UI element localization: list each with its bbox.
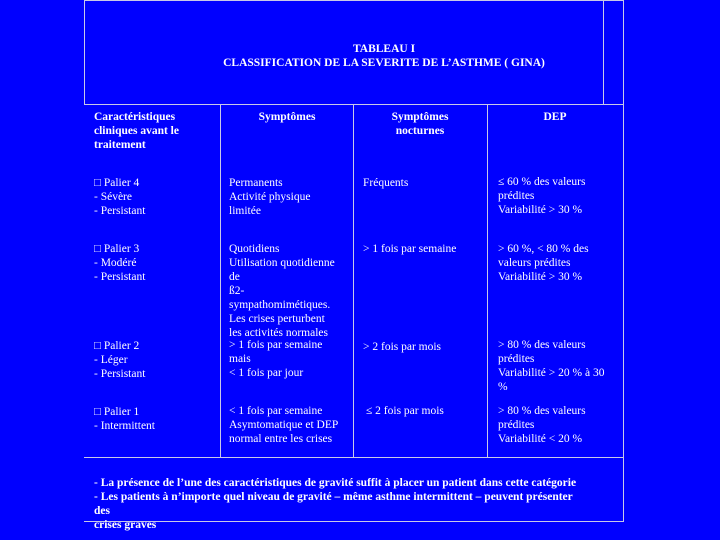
header-night-symptoms: Symptômes nocturnes xyxy=(391,111,449,137)
row-palier4-night: Fréquents xyxy=(363,177,409,189)
row-palier2-level: □ Palier 2 - Léger - Persistant xyxy=(94,340,146,380)
footnote: - La présence de l’une des caractéristiques de gravité suffit à placer un patient dans cette catégorie - Les patients à n’importe quel niveau de gravité – même asthme intermittent – peuvent présenter des crises graves xyxy=(94,477,577,531)
row-palier2-dep: > 80 % des valeurs prédites Variabilité > 20 % à 30 % xyxy=(498,339,605,393)
row-palier1-dep: > 80 % des valeurs prédites Variabilité < 20 % xyxy=(498,405,586,445)
column-divider-2 xyxy=(353,104,354,457)
column-divider-1 xyxy=(220,104,221,457)
header-characteristics: Caractéristiques cliniques avant le traitement xyxy=(94,111,179,151)
row-palier4-level: □ Palier 4 - Sévère - Persistant xyxy=(94,177,146,217)
row-palier1-symptoms: < 1 fois par semaine Asymtomatique et DEP normal entre les crises xyxy=(229,405,339,445)
frame-right-line xyxy=(623,0,624,522)
row-palier2-night: > 2 fois par mois xyxy=(363,341,442,353)
table-title-line1: TABLEAU I xyxy=(352,43,416,55)
row-palier1-night: ≤ 2 fois par mois xyxy=(366,405,444,417)
row-palier4-symptoms: Permanents Activité physique limitée xyxy=(229,177,311,217)
row-palier3-night: > 1 fois par semaine xyxy=(363,243,457,255)
row-palier3-dep: > 60 %, < 80 % des valeurs prédites Variabilité > 30 % xyxy=(498,243,589,283)
row-palier3-level: □ Palier 3 - Modéré - Persistant xyxy=(94,243,146,283)
table-title-line2: CLASSIFICATION DE LA SEVERITE DE L’ASTHME ( GINA) xyxy=(223,57,545,69)
row-palier4-dep: ≤ 60 % des valeurs prédites Variabilité > 30 % xyxy=(498,176,586,216)
row-palier3-symptoms: Quotidiens Utilisation quotidienne de ß2- sympathomimétiques. Les crises perturbent les activités normales xyxy=(229,243,335,339)
table-bottom-line xyxy=(84,457,624,458)
header-dep: DEP xyxy=(543,111,567,123)
row-palier1-level: □ Palier 1 - Intermittent xyxy=(94,406,155,432)
table-top-line xyxy=(84,104,624,105)
header-symptoms: Symptômes xyxy=(258,111,316,123)
row-palier2-symptoms: > 1 fois par semaine mais < 1 fois par jour xyxy=(229,339,323,379)
frame-top-line xyxy=(84,0,624,1)
